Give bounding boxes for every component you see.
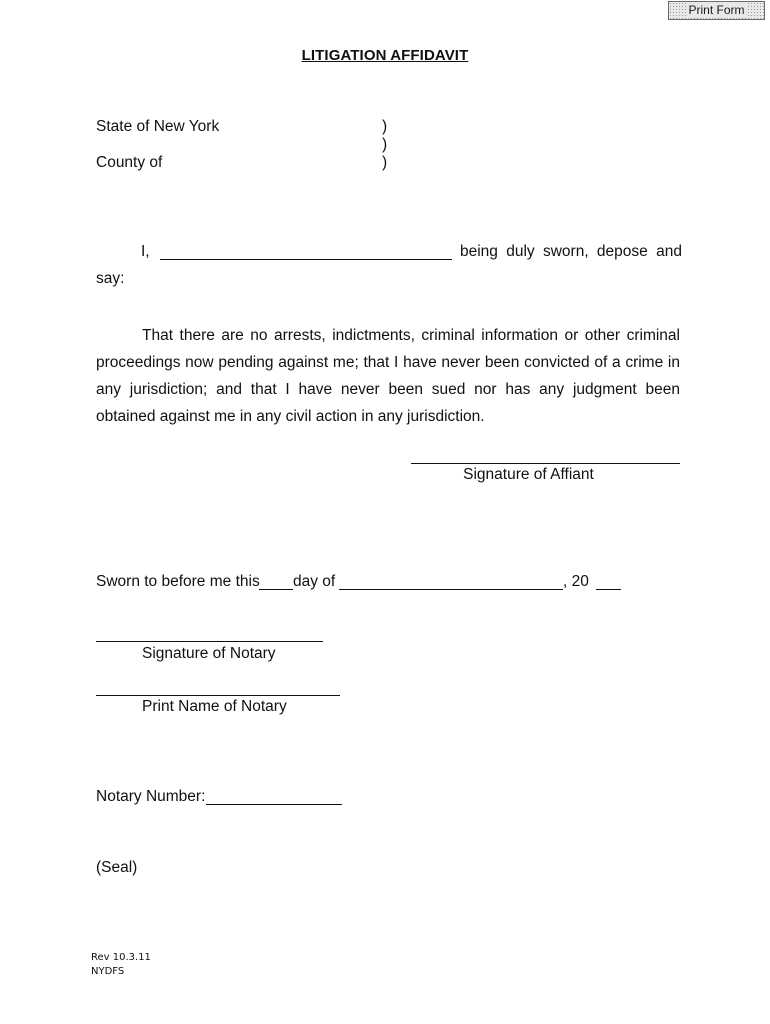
notary-signature-label: Signature of Notary — [142, 645, 276, 662]
notary-number-field[interactable] — [206, 804, 342, 805]
notary-number-label: Notary Number: — [96, 788, 206, 805]
agency-label: NYDFS — [91, 966, 125, 977]
oath-prefix: I, — [141, 243, 150, 260]
document-title: LITIGATION AFFIDAVIT — [301, 47, 469, 64]
oath-suffix: being duly sworn, depose and — [460, 243, 682, 260]
venue-paren-2: ) — [382, 136, 388, 153]
statement-text: That there are no arrests, indictments, criminal information or other criminal proceedings now pending against me; that I have never been convicted of a crime in any jurisdiction; and that I have never been sued nor has any judgment been obtained against me in any civil action in any jurisdiction. — [96, 327, 680, 425]
affiant-signature-field[interactable] — [411, 463, 680, 464]
notary-print-name-label: Print Name of Notary — [142, 698, 287, 715]
affiant-name-field[interactable] — [160, 259, 452, 260]
oath-continuation: say: — [96, 270, 125, 287]
revision-label: Rev 10.3.11 — [91, 952, 151, 963]
jurat-day-label: day of — [293, 573, 336, 590]
jurat-day-field[interactable] — [259, 589, 293, 590]
affidavit-statement — [96, 322, 680, 430]
jurat-month-field[interactable] — [339, 589, 563, 590]
county-label: County of — [96, 154, 163, 171]
state-label: State of New York — [96, 118, 220, 135]
jurat-year-prefix: , 20 — [563, 573, 589, 590]
jurat-prefix: Sworn to before me this — [96, 573, 260, 590]
venue-paren-1: ) — [382, 118, 388, 135]
print-form-button[interactable] — [668, 1, 765, 20]
affiant-signature-label: Signature of Affiant — [463, 466, 594, 483]
print-form-label: Print Form — [688, 3, 745, 17]
venue-paren-3: ) — [382, 154, 388, 171]
seal-label: (Seal) — [96, 859, 138, 876]
notary-signature-field[interactable] — [96, 641, 323, 642]
jurat-year-field[interactable] — [596, 589, 621, 590]
notary-print-name-field[interactable] — [96, 695, 340, 696]
